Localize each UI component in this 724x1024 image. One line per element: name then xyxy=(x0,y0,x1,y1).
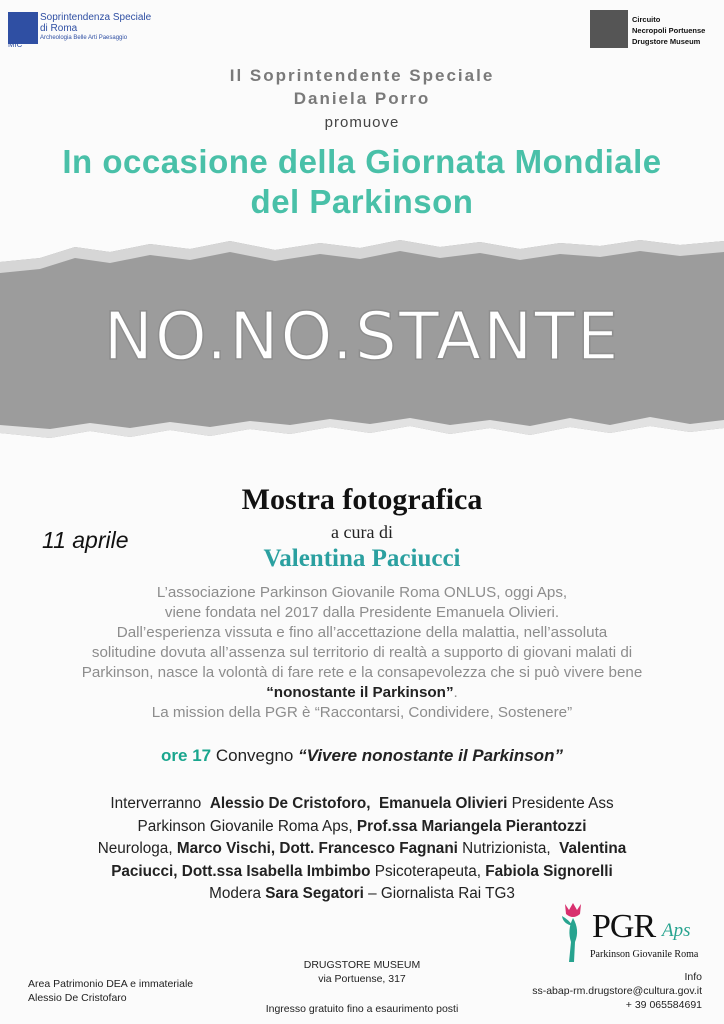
tulip-figure-icon xyxy=(560,902,586,964)
curator-name: Valentina Paciucci xyxy=(263,545,461,572)
event-label: Convegno xyxy=(215,746,294,765)
logo-line-3: Archeologia Belle Arti Paesaggio xyxy=(40,35,128,41)
event-title: “Vivere nonostante il Parkinson” xyxy=(298,746,563,765)
speaker-name: Alessio De Cristoforo xyxy=(209,795,367,812)
curated-by: a cura di xyxy=(331,522,393,542)
logo-line-2: di Roma xyxy=(40,23,78,34)
promuove-text: promuove xyxy=(324,114,400,131)
venue-name: DRUGSTORE MUSEUM xyxy=(303,959,421,971)
speaker-name: Prof.ssa Mariangela Pierantozzi xyxy=(356,817,587,835)
speaker-name: Marco Vischi, Dott. Francesco Fagnani xyxy=(176,840,458,857)
desc-emphasis: “nonostante il Parkinson” xyxy=(266,684,454,701)
exhibition-heading: Mostra fotografica xyxy=(241,483,483,516)
desc-line: Dall’esperienza vissuta e fino all’accettazione della malattia, nell’assoluta xyxy=(116,624,608,641)
circuito-line-3: Drugstore Museum xyxy=(632,37,701,46)
speakers-list: Interverranno Alessio De Cristoforo, Emanuela Olivieri Presidente Ass Parkinson Giovanile Roma Aps, Prof.ssa Mariangela Pierantozzi Neurologa, Marco Vischi, Dott. Francesco Fagnani Nutrizionista, Valentina Paciucci, Dott.ssa Isabella Imbimbo Psicoterapeuta, Fabiola Signorelli Modera Sara Segatori – Giornalista Rai TG3 xyxy=(97,795,627,902)
entry-note: Ingresso gratuito fino a esaurimento posti xyxy=(265,1003,459,1015)
main-title: NO.NO.STANTE xyxy=(103,298,621,375)
pgr-logo xyxy=(558,902,708,964)
event-date: 11 aprile xyxy=(42,527,129,553)
desc-line: solitudine dovuta all’assenza sul territorio di realtà a supporto di giovani malati di xyxy=(91,644,633,661)
pgr-aps: Aps xyxy=(662,920,691,941)
occasion-heading xyxy=(0,142,724,222)
soprintendente-name: Daniela Porro xyxy=(293,89,431,108)
occasion-line-2: del Parkinson xyxy=(250,183,474,220)
desc-line: La mission della PGR è “Raccontarsi, Condividere, Sostenere” xyxy=(151,704,573,721)
desc-line: Parkinson, nasce la volontà di fare rete e la consapevolezza che si può vivere bene xyxy=(81,664,643,681)
info-label: Info xyxy=(684,971,702,983)
moderator-name: Sara Segatori xyxy=(265,885,364,902)
circuito-line-1: Circuito xyxy=(632,15,661,24)
mic-label: MiC xyxy=(8,40,23,49)
soprintendenza-logo xyxy=(8,10,158,49)
circuito-logo xyxy=(590,10,720,50)
speaker-name: Emanuela Olivieri xyxy=(378,795,508,812)
speaker-name: Paciucci, Dott.ssa Isabella Imbimbo xyxy=(111,862,371,880)
soprintendente-title: Il Soprintendente Speciale xyxy=(229,66,495,85)
speaker-name: Fabiola Signorelli xyxy=(485,862,613,880)
desc-line: viene fondata nel 2017 dalla Presidente Emanuela Olivieri. xyxy=(164,604,560,621)
pgr-subtitle: Parkinson Giovanile Roma xyxy=(590,949,699,960)
desc-line: L’associazione Parkinson Giovanile Roma ONLUS, oggi Aps, xyxy=(156,584,568,601)
area-credit: Area Patrimonio DEA e immateriale Alessio De Cristofaro xyxy=(28,978,194,1004)
convegno-line xyxy=(0,746,724,766)
circuito-line-2: Necropoli Portuense xyxy=(632,26,706,35)
venue-address: via Portuense, 317 xyxy=(318,973,406,985)
contact-phone[interactable]: + 39 065584691 xyxy=(625,999,702,1011)
occasion-line-1: In occasione della Giornata Mondiale xyxy=(62,143,662,180)
logo-line-1: Soprintendenza Speciale xyxy=(40,12,152,23)
speaker-name: Valentina xyxy=(559,840,627,857)
association-description: L’associazione Parkinson Giovanile Roma ONLUS, oggi Aps, viene fondata nel 2017 dalla Presidente Emanuela Olivieri. Dall’esperienza vissuta e fino all’accettazione della malattia, nell’assoluta solitudine dovuta all’assenza sul territorio di realtà a supporto di giovani malati di Parkinson, nasce la volontà di fare rete e la consapevolezza che si può vivere bene “nonostante il Parkinson”. La mission della PGR è “Raccontarsi, Condividere, Sostenere” xyxy=(20,583,704,723)
pgr-wordmark: PGR xyxy=(592,908,656,945)
event-time: ore 17 xyxy=(161,746,212,765)
contact-email[interactable]: ss-abap-rm.drugstore@cultura.gov.it xyxy=(532,985,702,997)
statue-photo-icon xyxy=(590,10,628,48)
